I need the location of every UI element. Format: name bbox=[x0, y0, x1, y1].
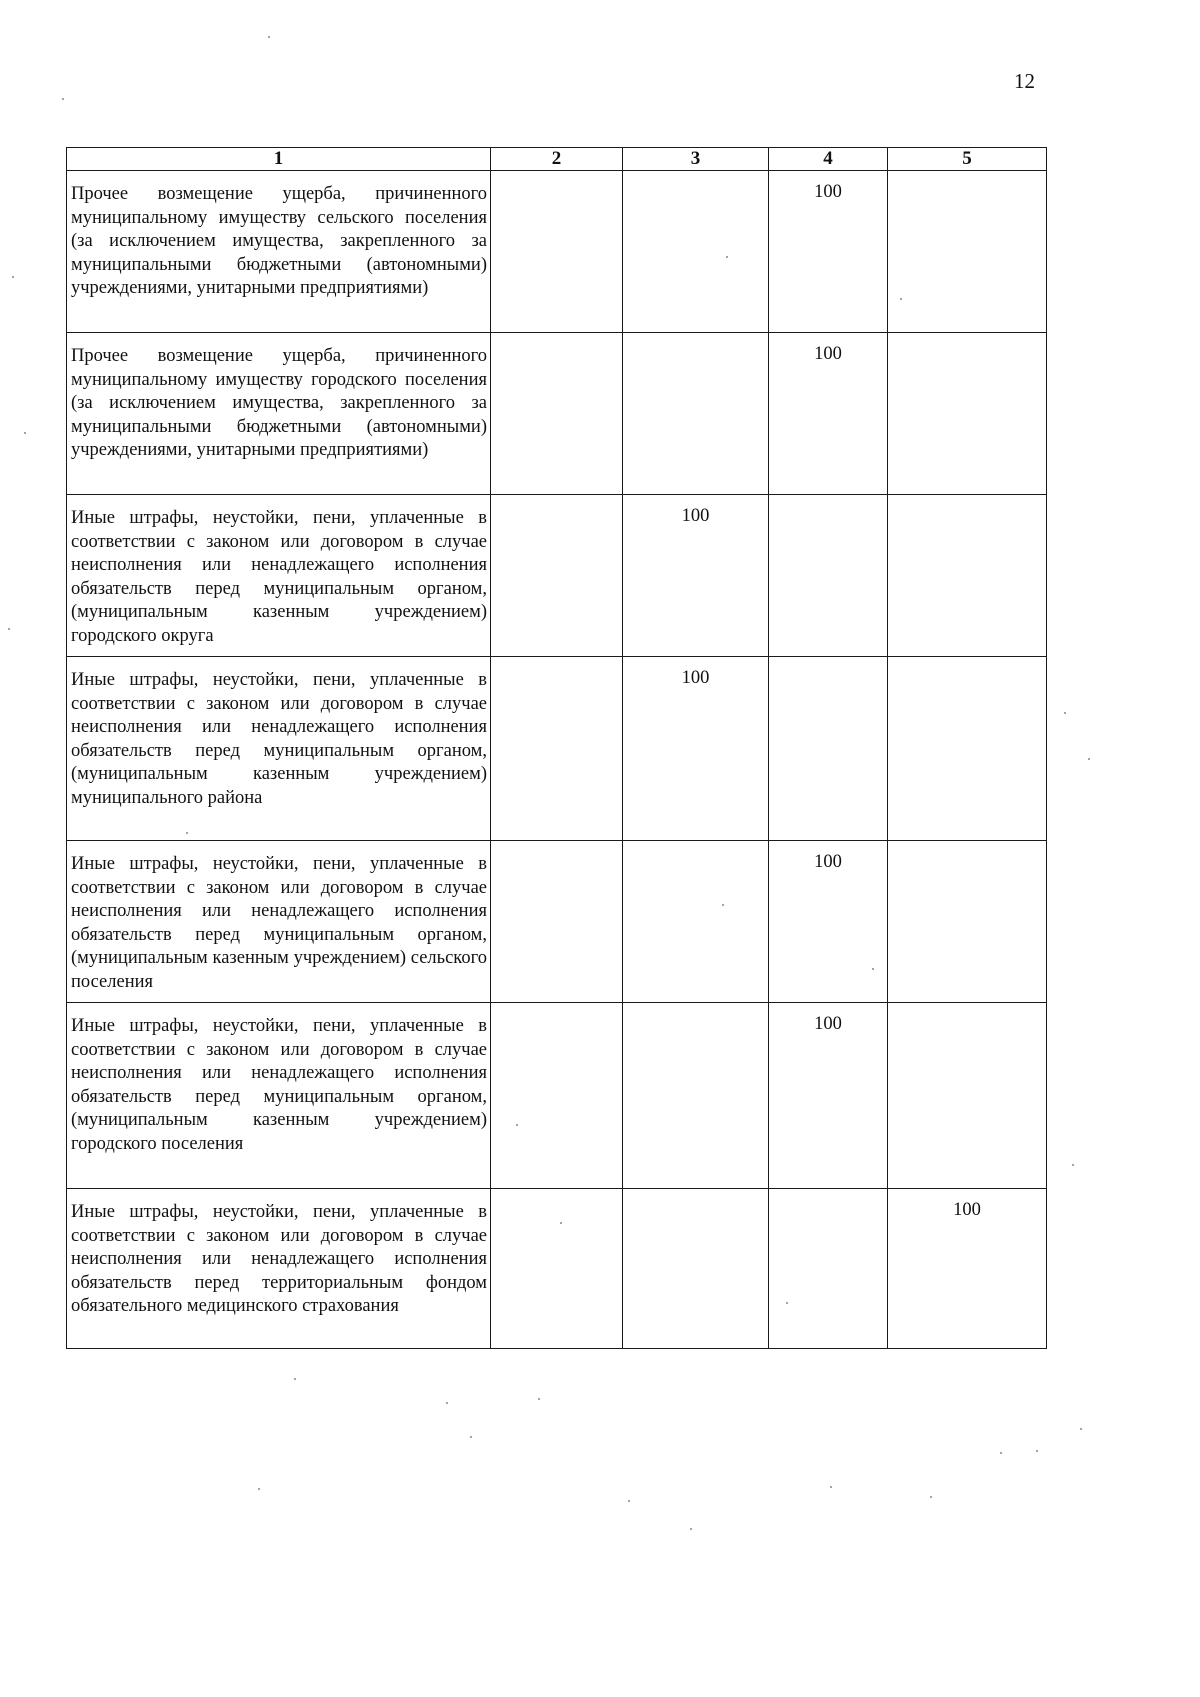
row-value-col-5 bbox=[888, 333, 1047, 495]
row-value-col-2 bbox=[491, 1003, 623, 1189]
table-header-row bbox=[67, 148, 1047, 171]
row-value-col-3 bbox=[623, 1189, 769, 1349]
table-row bbox=[67, 495, 1047, 657]
row-value-col-2 bbox=[491, 333, 623, 495]
row-value-col-2 bbox=[491, 171, 623, 333]
row-description: Иные штрафы, неустойки, пени, уплаченные в соответствии с законом или договором в случае неисполнения или ненадлежащего исполнения обязательств перед территориальным фондом обязательного медицинского страхования bbox=[67, 1189, 491, 1349]
row-value-col-5 bbox=[888, 495, 1047, 657]
scan-speck bbox=[12, 276, 14, 278]
row-value-col-2 bbox=[491, 1189, 623, 1349]
table-row bbox=[67, 171, 1047, 333]
scan-speck bbox=[726, 256, 728, 258]
scan-speck bbox=[1064, 712, 1066, 714]
row-value-col-3 bbox=[623, 1003, 769, 1189]
row-value-col-4: 100 bbox=[769, 841, 888, 1003]
scan-speck bbox=[538, 1398, 540, 1400]
scan-speck bbox=[8, 628, 10, 630]
row-value-col-4: 100 bbox=[769, 333, 888, 495]
row-description: Иные штрафы, неустойки, пени, уплаченные в соответствии с законом или договором в случае неисполнения или ненадлежащего исполнения обязательств перед муниципальным органом, (муниципальным казенным учреждением) городского поселения bbox=[67, 1003, 491, 1189]
column-header-5: 5 bbox=[888, 148, 1047, 171]
page-number: 12 bbox=[1014, 69, 1035, 93]
row-value-col-2 bbox=[491, 657, 623, 841]
scan-speck bbox=[872, 968, 874, 970]
scan-speck bbox=[258, 1488, 260, 1490]
scan-speck bbox=[560, 1222, 562, 1224]
scan-speck bbox=[1072, 1164, 1074, 1166]
row-value-col-5 bbox=[888, 171, 1047, 333]
table-row bbox=[67, 1003, 1047, 1189]
column-header-1: 1 bbox=[67, 148, 491, 171]
table-row bbox=[67, 657, 1047, 841]
scan-speck bbox=[690, 1528, 692, 1530]
row-value-col-5: 100 bbox=[888, 1189, 1047, 1349]
row-value-col-5 bbox=[888, 841, 1047, 1003]
row-value-col-3 bbox=[623, 841, 769, 1003]
scan-speck bbox=[1088, 758, 1090, 760]
scan-speck bbox=[446, 1402, 448, 1404]
scan-speck bbox=[470, 1436, 472, 1438]
revenue-table bbox=[66, 147, 1047, 1349]
column-header-2: 2 bbox=[491, 148, 623, 171]
scan-speck bbox=[1000, 1452, 1002, 1454]
row-description: Иные штрафы, неустойки, пени, уплаченные в соответствии с законом или договором в случае неисполнения или ненадлежащего исполнения обязательств перед муниципальным органом, (муниципальным казенным учреждением) муниципального района bbox=[67, 657, 491, 841]
row-description: Иные штрафы, неустойки, пени, уплаченные в соответствии с законом или договором в случае неисполнения или ненадлежащего исполнения обязательств перед муниципальным органом, (муниципальным казенным учреждением) городского округа bbox=[67, 495, 491, 657]
row-value-col-2 bbox=[491, 495, 623, 657]
table-row bbox=[67, 1189, 1047, 1349]
scan-speck bbox=[628, 1500, 630, 1502]
scan-speck bbox=[186, 832, 188, 834]
row-value-col-3: 100 bbox=[623, 657, 769, 841]
row-value-col-3 bbox=[623, 171, 769, 333]
scan-speck bbox=[900, 298, 902, 300]
column-header-4: 4 bbox=[769, 148, 888, 171]
row-description: Иные штрафы, неустойки, пени, уплаченные в соответствии с законом или договором в случае неисполнения или ненадлежащего исполнения обязательств перед муниципальным органом, (муниципальным казенным учреждением) сельского поселения bbox=[67, 841, 491, 1003]
row-value-col-4: 100 bbox=[769, 1003, 888, 1189]
row-description: Прочее возмещение ущерба, причиненного муниципальному имуществу сельского поселения (за исключением имущества, закрепленного за муниципальными бюджетными (автономными) учреждениями, унитарными предприятиями) bbox=[67, 171, 491, 333]
row-value-col-4 bbox=[769, 495, 888, 657]
table-row bbox=[67, 841, 1047, 1003]
scan-speck bbox=[786, 1302, 788, 1304]
row-value-col-5 bbox=[888, 1003, 1047, 1189]
row-value-col-2 bbox=[491, 841, 623, 1003]
scan-speck bbox=[516, 1124, 518, 1126]
row-value-col-3: 100 bbox=[623, 495, 769, 657]
row-description: Прочее возмещение ущерба, причиненного муниципальному имуществу городского поселения (за исключением имущества, закрепленного за муниципальными бюджетными (автономными) учреждениями, унитарными предприятиями) bbox=[67, 333, 491, 495]
scan-speck bbox=[62, 98, 64, 100]
scan-speck bbox=[268, 36, 270, 38]
column-header-3: 3 bbox=[623, 148, 769, 171]
row-value-col-5 bbox=[888, 657, 1047, 841]
scan-speck bbox=[1036, 1450, 1038, 1452]
row-value-col-3 bbox=[623, 333, 769, 495]
scan-speck bbox=[830, 1486, 832, 1488]
scan-speck bbox=[24, 432, 26, 434]
row-value-col-4 bbox=[769, 657, 888, 841]
table-row bbox=[67, 333, 1047, 495]
scan-speck bbox=[294, 1378, 296, 1380]
scan-speck bbox=[1080, 1428, 1082, 1430]
row-value-col-4: 100 bbox=[769, 171, 888, 333]
scan-speck bbox=[930, 1496, 932, 1498]
scan-speck bbox=[722, 904, 724, 906]
row-value-col-4 bbox=[769, 1189, 888, 1349]
